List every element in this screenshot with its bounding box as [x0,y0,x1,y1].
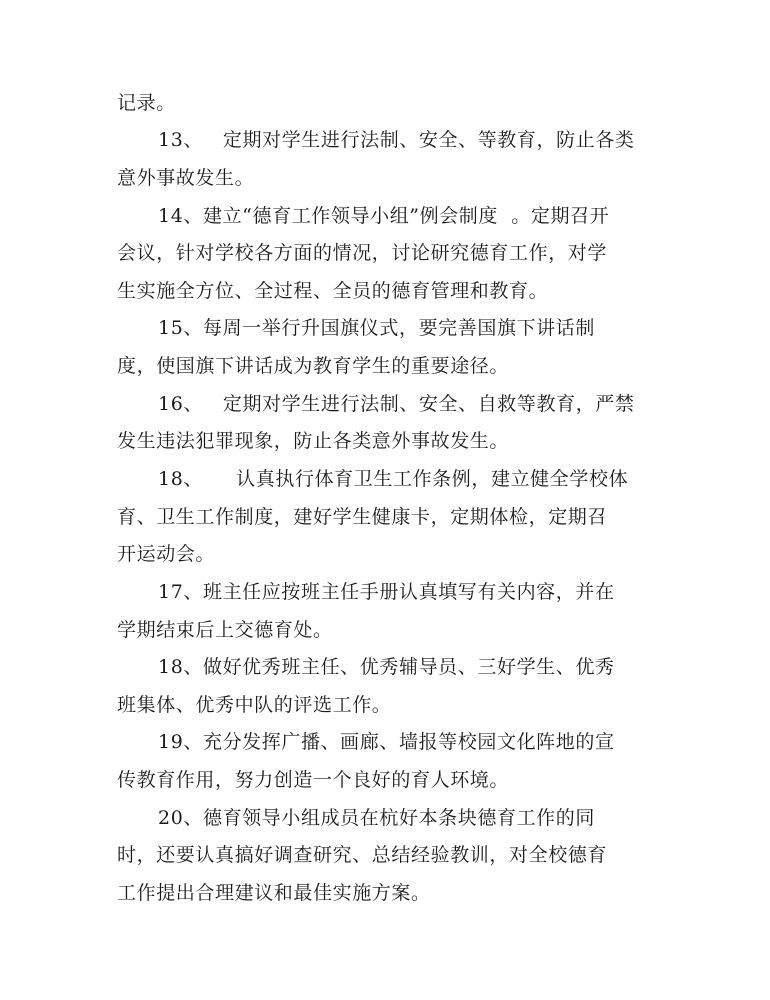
text-line: 17、班主任应按班主任手册认真填写有关内容，并在 [158,581,615,603]
text-line: 度，使国旗下讲话成为教育学生的重要途径。 [117,355,510,377]
text-line: 开运动会。 [117,543,216,565]
text-line: 记录。 [117,92,176,114]
text-line: 18、做好优秀班主任、优秀辅导员、三好学生、优秀 [158,656,615,678]
text-line: 生实施全方位、全过程、全员的德育管理和教育。 [117,280,549,302]
text-line: 15、每周一举行升国旗仪式，要完善国旗下讲话制 [158,317,595,339]
text-line: 13、 定期对学生进行法制、安全、等教育，防止各类 [158,129,635,151]
text-line: 育、卫生工作制度，建好学生健康卡，定期体检，定期召 [117,506,608,528]
text-line: 意外事故发生。 [117,167,255,189]
text-line: 19、充分发挥广播、画廊、墙报等校园文化阵地的宣 [158,731,615,753]
text-line: 14、建立“德育工作领导小组”例会制度 。定期召开 [158,205,610,227]
text-line: 工作提出合理建议和最佳实施方案。 [117,882,431,904]
text-line: 传教育作用，努力创造一个良好的育人环境。 [117,769,510,791]
text-line: 18、 认真执行体育卫生工作条例，建立健全学校体 [158,468,629,490]
text-line: 发生违法犯罪现象，防止各类意外事故发生。 [117,430,510,452]
text-line: 班集体、优秀中队的评选工作。 [117,694,392,716]
text-line: 会议，针对学校各方面的情况，讨论研究德育工作，对学 [117,242,608,264]
text-line: 时，还要认真搞好调查研究、总结经验教训，对全校德育 [117,844,608,866]
text-line: 20、德育领导小组成员在杭好本条块德育工作的同 [158,807,595,829]
text-line: 16、 定期对学生进行法制、安全、自救等教育，严禁 [158,393,635,415]
text-line: 学期结束后上交德育处。 [117,619,333,641]
